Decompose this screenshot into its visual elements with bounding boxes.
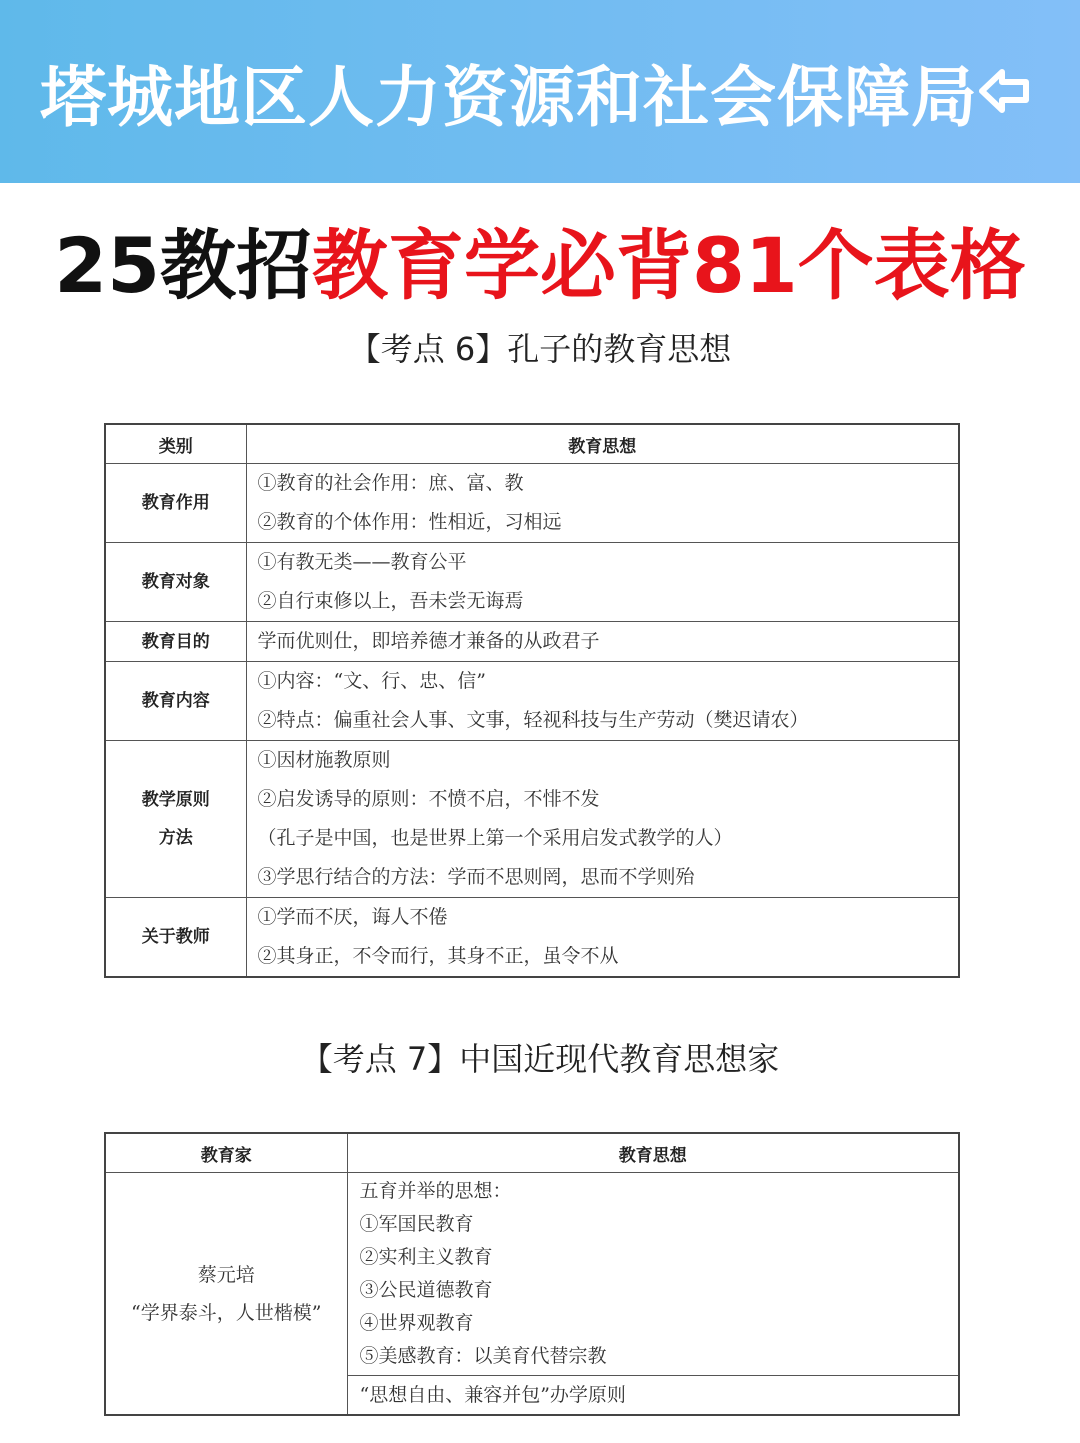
section-7-title: 【考点 7】中国近现代教育思想家 bbox=[300, 1040, 780, 1078]
category-label: 教育内容 bbox=[141, 691, 210, 711]
banner-title: 塔城地区人力资源和社会保障局 bbox=[40, 59, 978, 136]
thought-line: ④世界观教育 bbox=[359, 1312, 474, 1334]
arrow-left-icon[interactable] bbox=[976, 62, 1034, 120]
thought-line: ①教育的社会作用：庶、富、教 bbox=[257, 472, 524, 494]
table-row bbox=[105, 662, 959, 741]
category-label: 教育作用 bbox=[141, 493, 210, 513]
thought-cell bbox=[246, 662, 959, 741]
thought-line: ②自行束修以上，吾未尝无诲焉 bbox=[257, 590, 524, 612]
thought-line: ②启发诱导的原则：不愤不启，不悱不发 bbox=[257, 788, 600, 810]
category-cell bbox=[105, 662, 246, 741]
category-label: 教育目的 bbox=[141, 631, 210, 652]
table-header-row bbox=[105, 1133, 959, 1173]
educator-name: 蔡元培 bbox=[197, 1263, 255, 1286]
thought-line: ②特点：偏重社会人事、文事，轻视科技与生产劳动（樊迟请农） bbox=[257, 709, 809, 731]
thought-cell bbox=[347, 1173, 959, 1376]
principle-text: “思想自由、兼容并包”办学原则 bbox=[359, 1383, 626, 1406]
table-header-row bbox=[105, 424, 959, 464]
thought-line: ①学而不厌，诲人不倦 bbox=[257, 906, 448, 928]
thought-cell bbox=[246, 741, 959, 898]
category-cell bbox=[105, 464, 246, 543]
thought-line: ②教育的个体作用：性相近，习相远 bbox=[257, 511, 562, 533]
thought-line: ①内容：“文、行、忠、信” bbox=[257, 670, 486, 692]
thought-line: （孔子是中国，也是世界上第一个采用启发式教学的人） bbox=[257, 827, 733, 849]
thought-line: ②其身正，不令而行，其身不正，虽令不从 bbox=[257, 945, 619, 967]
thought-line: ③公民道德教育 bbox=[359, 1279, 493, 1301]
principle-cell bbox=[347, 1376, 959, 1416]
thought-line: ①因材施教原则 bbox=[257, 749, 391, 771]
thought-cell bbox=[246, 543, 959, 622]
thought-cell bbox=[246, 464, 959, 543]
header-banner bbox=[0, 0, 1080, 183]
header-category: 类别 bbox=[105, 424, 246, 464]
table-row bbox=[105, 741, 959, 898]
category-cell bbox=[105, 622, 246, 662]
category-label: 教学原则 bbox=[141, 790, 210, 810]
header-thought: 教育思想 bbox=[246, 424, 959, 464]
thought-line: 学而优则仕，即培养德才兼备的从政君子 bbox=[257, 630, 600, 652]
thought-line: ②实利主义教育 bbox=[359, 1246, 493, 1268]
educator-cell bbox=[105, 1173, 347, 1416]
category-label: 方法 bbox=[158, 828, 193, 848]
table-row bbox=[105, 622, 959, 662]
table-row bbox=[105, 543, 959, 622]
main-title bbox=[0, 218, 1080, 314]
educator-quote: “学界泰斗，人世楷模” bbox=[131, 1301, 322, 1324]
confucius-table bbox=[104, 423, 960, 978]
header-educator: 教育家 bbox=[105, 1133, 347, 1173]
section-6-title: 【考点 6】孔子的教育思想 bbox=[348, 330, 732, 368]
category-cell bbox=[105, 741, 246, 898]
category-cell bbox=[105, 898, 246, 978]
modern-educators-table bbox=[104, 1132, 960, 1416]
category-label: 关于教师 bbox=[141, 927, 210, 947]
thought-line: ⑤美感教育：以美育代替宗教 bbox=[359, 1345, 607, 1367]
thought-line: ③学思行结合的方法：学而不思则罔，思而不学则殆 bbox=[257, 866, 695, 888]
main-title-prefix: 25教招 bbox=[54, 221, 312, 310]
main-title-highlight: 教育学必背81个表格 bbox=[312, 221, 1026, 310]
thought-cell bbox=[246, 622, 959, 662]
table-row bbox=[105, 464, 959, 543]
thought-line: ①有教无类——教育公平 bbox=[257, 551, 467, 573]
thought-cell bbox=[246, 898, 959, 978]
category-label: 教育对象 bbox=[141, 572, 210, 592]
category-cell bbox=[105, 543, 246, 622]
table-row bbox=[105, 898, 959, 978]
thought-line: ①军国民教育 bbox=[359, 1213, 474, 1235]
header-thought: 教育思想 bbox=[347, 1133, 959, 1173]
table-row bbox=[105, 1173, 959, 1376]
thought-line: 五育并举的思想： bbox=[359, 1180, 512, 1202]
